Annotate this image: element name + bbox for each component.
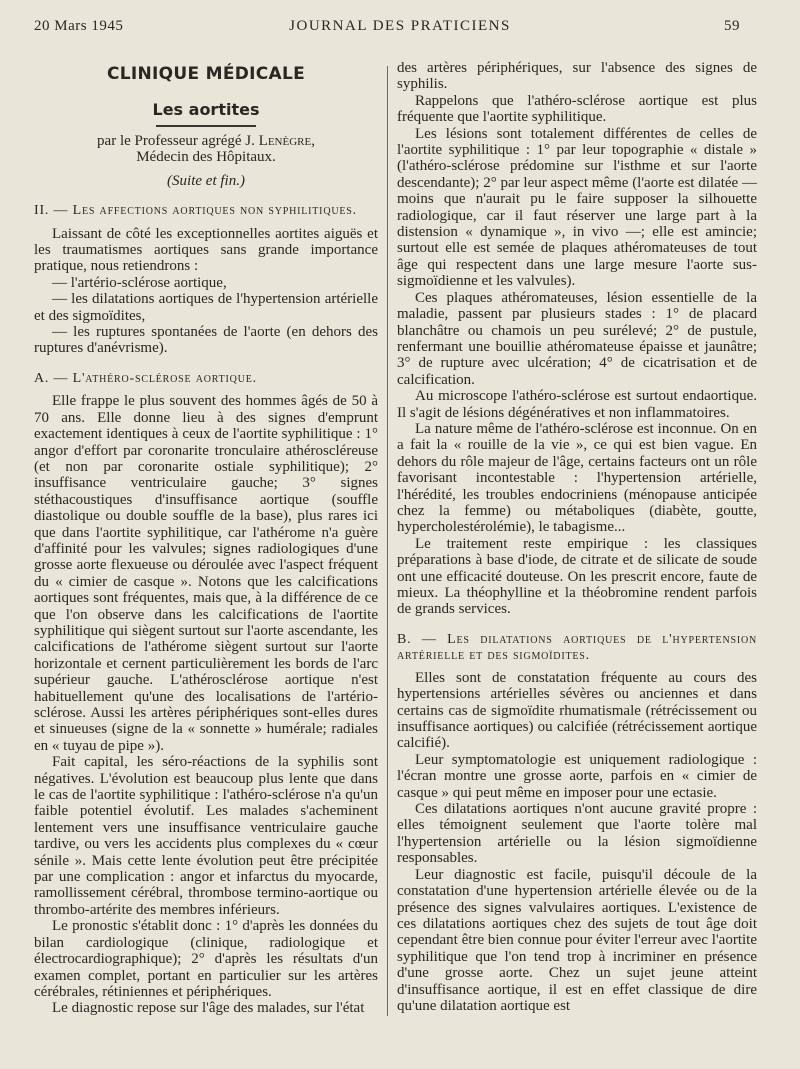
paragraph: des artères périphériques, sur l'absence des signes de syphilis. bbox=[397, 60, 757, 93]
paragraph: Rappelons que l'athéro-sclérose aortique est plus fréquente que l'aortite syphilitique. bbox=[397, 92, 757, 126]
paragraph: La nature même de l'athéro-sclérose est inconnue. On en a fait la « rouille de la vie », ce qui est bien vague. En dehors du rôle majeur de l'âge, certains facteurs ont un rôle favorisant incontestable : l'hypertension artérielle, l'hérédité, les troubles endocriniens (ménopause anticipée chez la femme) ou métaboliques (diabète, goutte, hypercholestérolémie), le tabagisme... bbox=[397, 420, 757, 536]
page-number: 59 bbox=[724, 18, 740, 34]
right-column bbox=[397, 60, 757, 1014]
journal-title: JOURNAL DES PRATICIENS bbox=[289, 18, 511, 34]
paragraph: Le traitement reste empirique : les classiques préparations à base d'iode, de citrate et de silicate de soude ont une efficacité douteuse. On les prescrit encore, faute de mieux. La théophylline et la théobromine rendent parfois de grands services. bbox=[397, 535, 757, 618]
paragraph: Leur diagnostic est facile, puisqu'il découle de la constatation d'une hypertension artérielle élevée ou de la présence des signes valvulaires aortiques. L'existence de ces dilatations aortiques chez des sujets de tout âge doit cependant être bien connue pour éviter l'erreur avec l'aortite syphilitique que l'on tend trop à incriminer en présence d'une grosse aorte. Chez un sujet jeune atteint d'insuffisance aortique, il est en effet classique de dire qu'une dilatation aortique est bbox=[397, 866, 757, 1014]
author-surname: Lenègre, bbox=[258, 132, 315, 149]
list-item: — l'artério-sclérose aortique, bbox=[52, 274, 227, 291]
paragraph: Les lésions sont totalement différentes de celles de l'aortite syphilitique : 1° par leur topographie « distale » (l'athéro-sclérose prédomine sur l'isthme et sur l'aorte descendante); 2° par leur aspect même (l'aorte est dilatée — moins que n'aurait pu le faire supposer la silhouette radiologique, car il faut réserver une large part à la distension « dynamique », in vivo —; elle est amincie; surtout elle est semée de plaques athéromateuses de tout âge qui respectent dans une large mesure l'aorte sus-sigmoïdienne et les valvules). bbox=[397, 125, 757, 290]
paragraph: Ces dilatations aortiques n'ont aucune gravité propre : elles témoignent seulement que l'aorte tolère mal l'hypertension artérielle ou la lésion sigmoïdienne responsables. bbox=[397, 801, 757, 867]
section-heading-ii: II. — Les affections aortiques non syphilitiques. bbox=[34, 203, 357, 219]
issue-date: 20 Mars 1945 bbox=[34, 18, 124, 34]
paragraph: Le diagnostic repose sur l'âge des malades, sur l'état bbox=[52, 1000, 365, 1017]
list-item: — les dilatations aortiques de l'hypertension artérielle et des sigmoïdites, bbox=[34, 291, 378, 324]
author-role: Médecin des Hôpitaux. bbox=[136, 148, 276, 165]
running-header bbox=[0, 0, 800, 40]
byline-prefix: par le Professeur agrégé J. bbox=[97, 132, 255, 149]
paragraph: Leur symptomatologie est uniquement radiologique : l'écran montre une grosse aorte, parfois en « cimier de casque » qui peut même en imposer pour une ectasie. bbox=[397, 751, 757, 801]
section-rubric: CLINIQUE MÉDICALE bbox=[106, 64, 306, 84]
column-divider bbox=[387, 66, 388, 1016]
section-heading-b: B. — Les dilatations aortiques de l'hypertension artérielle et des sigmoïdites. bbox=[397, 631, 757, 663]
article-title: Les aortites bbox=[152, 100, 260, 120]
section-heading-a: A. — L'athéro-sclérose aortique. bbox=[34, 370, 257, 386]
byline bbox=[34, 133, 378, 165]
left-column bbox=[34, 60, 378, 1017]
paragraph: Fait capital, les séro-réactions de la syphilis sont négatives. L'évolution est beaucoup plus lente que dans le cas de l'aortite syphilitique : l'athéro-sclérose n'a qu'un faible potentiel évolutif. Les malades s'acheminent lentement vers une insuffisance ventriculaire gauche tardive, ou vers les accidents plus complexes du « cœur sénile ». Mais cette lente évolution peut être précipitée par une complication : angor et infarctus du myocarde, ramollissement cérébral, thrombose termino-aortique ou thrombo-artérite des membres inférieurs. bbox=[34, 754, 378, 918]
paragraph: Ces plaques athéromateuses, lésion essentielle de la maladie, passent par plusieurs stades : 1° de placard blanchâtre ou chamois un peu surélevé; 2° de pustule, renfermant une bouillie athéromateuse épaisse et jaunâtre; 3° de rupture avec ulcération; 4° de cicatrisation et de calcification. bbox=[397, 289, 757, 388]
paragraph: Au microscope l'athéro-sclérose est surtout endaortique. Il s'agit de lésions dégénératives et non inflammatoires. bbox=[397, 388, 757, 421]
paragraph: Elle frappe le plus souvent des hommes âgés de 50 à 70 ans. Elle donne lieu à des signes d'emprunt exactement identiques à ceux de l'aortite syphilitique : 1° angor d'effort par coronarite tronculaire athéroscléreuse (et non par coronarite ostiale syphilitique); 2° insuffisance ventriculaire gauche; 3° signes stéthacoustiques d'insuffisance aortique (souffle diastolique ou double souffle de la base), plus rares ici que dans l'aortite syphilitique, car l'athérome n'a guère d'affinité pour les valvules; signes radiologiques d'une grosse aorte flexueuse ou déroulée avec l'aspect fréquent du « cimier de casque ». Notons que les calcifications aortiques sont fréquentes, mais que, à la différence de ce que l'on observe dans les calcifications de l'aortite syphilitique qui siègent surtout sur l'aorte ascendante, les calcifications de l'athérome siègent surtout sur l'aorte horizontale et cernent particulièrement les bords de l'arc supérieur gauche. L'athérosclérose aortique n'est habituellement qu'une des localisations de l'artério-sclérose. Aussi les artères périphériques sont-elles dures et sinueuses (signe de la « sonnette » humérale; radiales en « tuyau de pipe »). bbox=[34, 393, 378, 754]
paragraph: Le pronostic s'établit donc : 1° d'après les données du bilan cardiologique (clinique, radiologique et électrocardiographique); 2° d'après les résultats d'un examen complet, portant en particulier sur les artères cérébrales, rétiniennes et périphériques. bbox=[34, 918, 378, 1000]
paragraph: Elles sont de constatation fréquente au cours des hypertensions artérielles sévères ou anciennes et dans certains cas de sigmoïdite rhumatismale (rétrécissement ou insuffisance aortiques) ou calcifiée (rétrécissement aortique calcifié). bbox=[397, 669, 757, 752]
list-item: — les ruptures spontanées de l'aorte (en dehors des ruptures d'anévrisme). bbox=[34, 324, 378, 357]
continued-note: (Suite et fin.) bbox=[167, 172, 245, 189]
title-rule bbox=[156, 125, 256, 127]
section-ii-intro: Laissant de côté les exceptionnelles aortites aiguës et les traumatismes aortiques sans grande importance pratique, nous retiendrons : bbox=[34, 225, 378, 275]
